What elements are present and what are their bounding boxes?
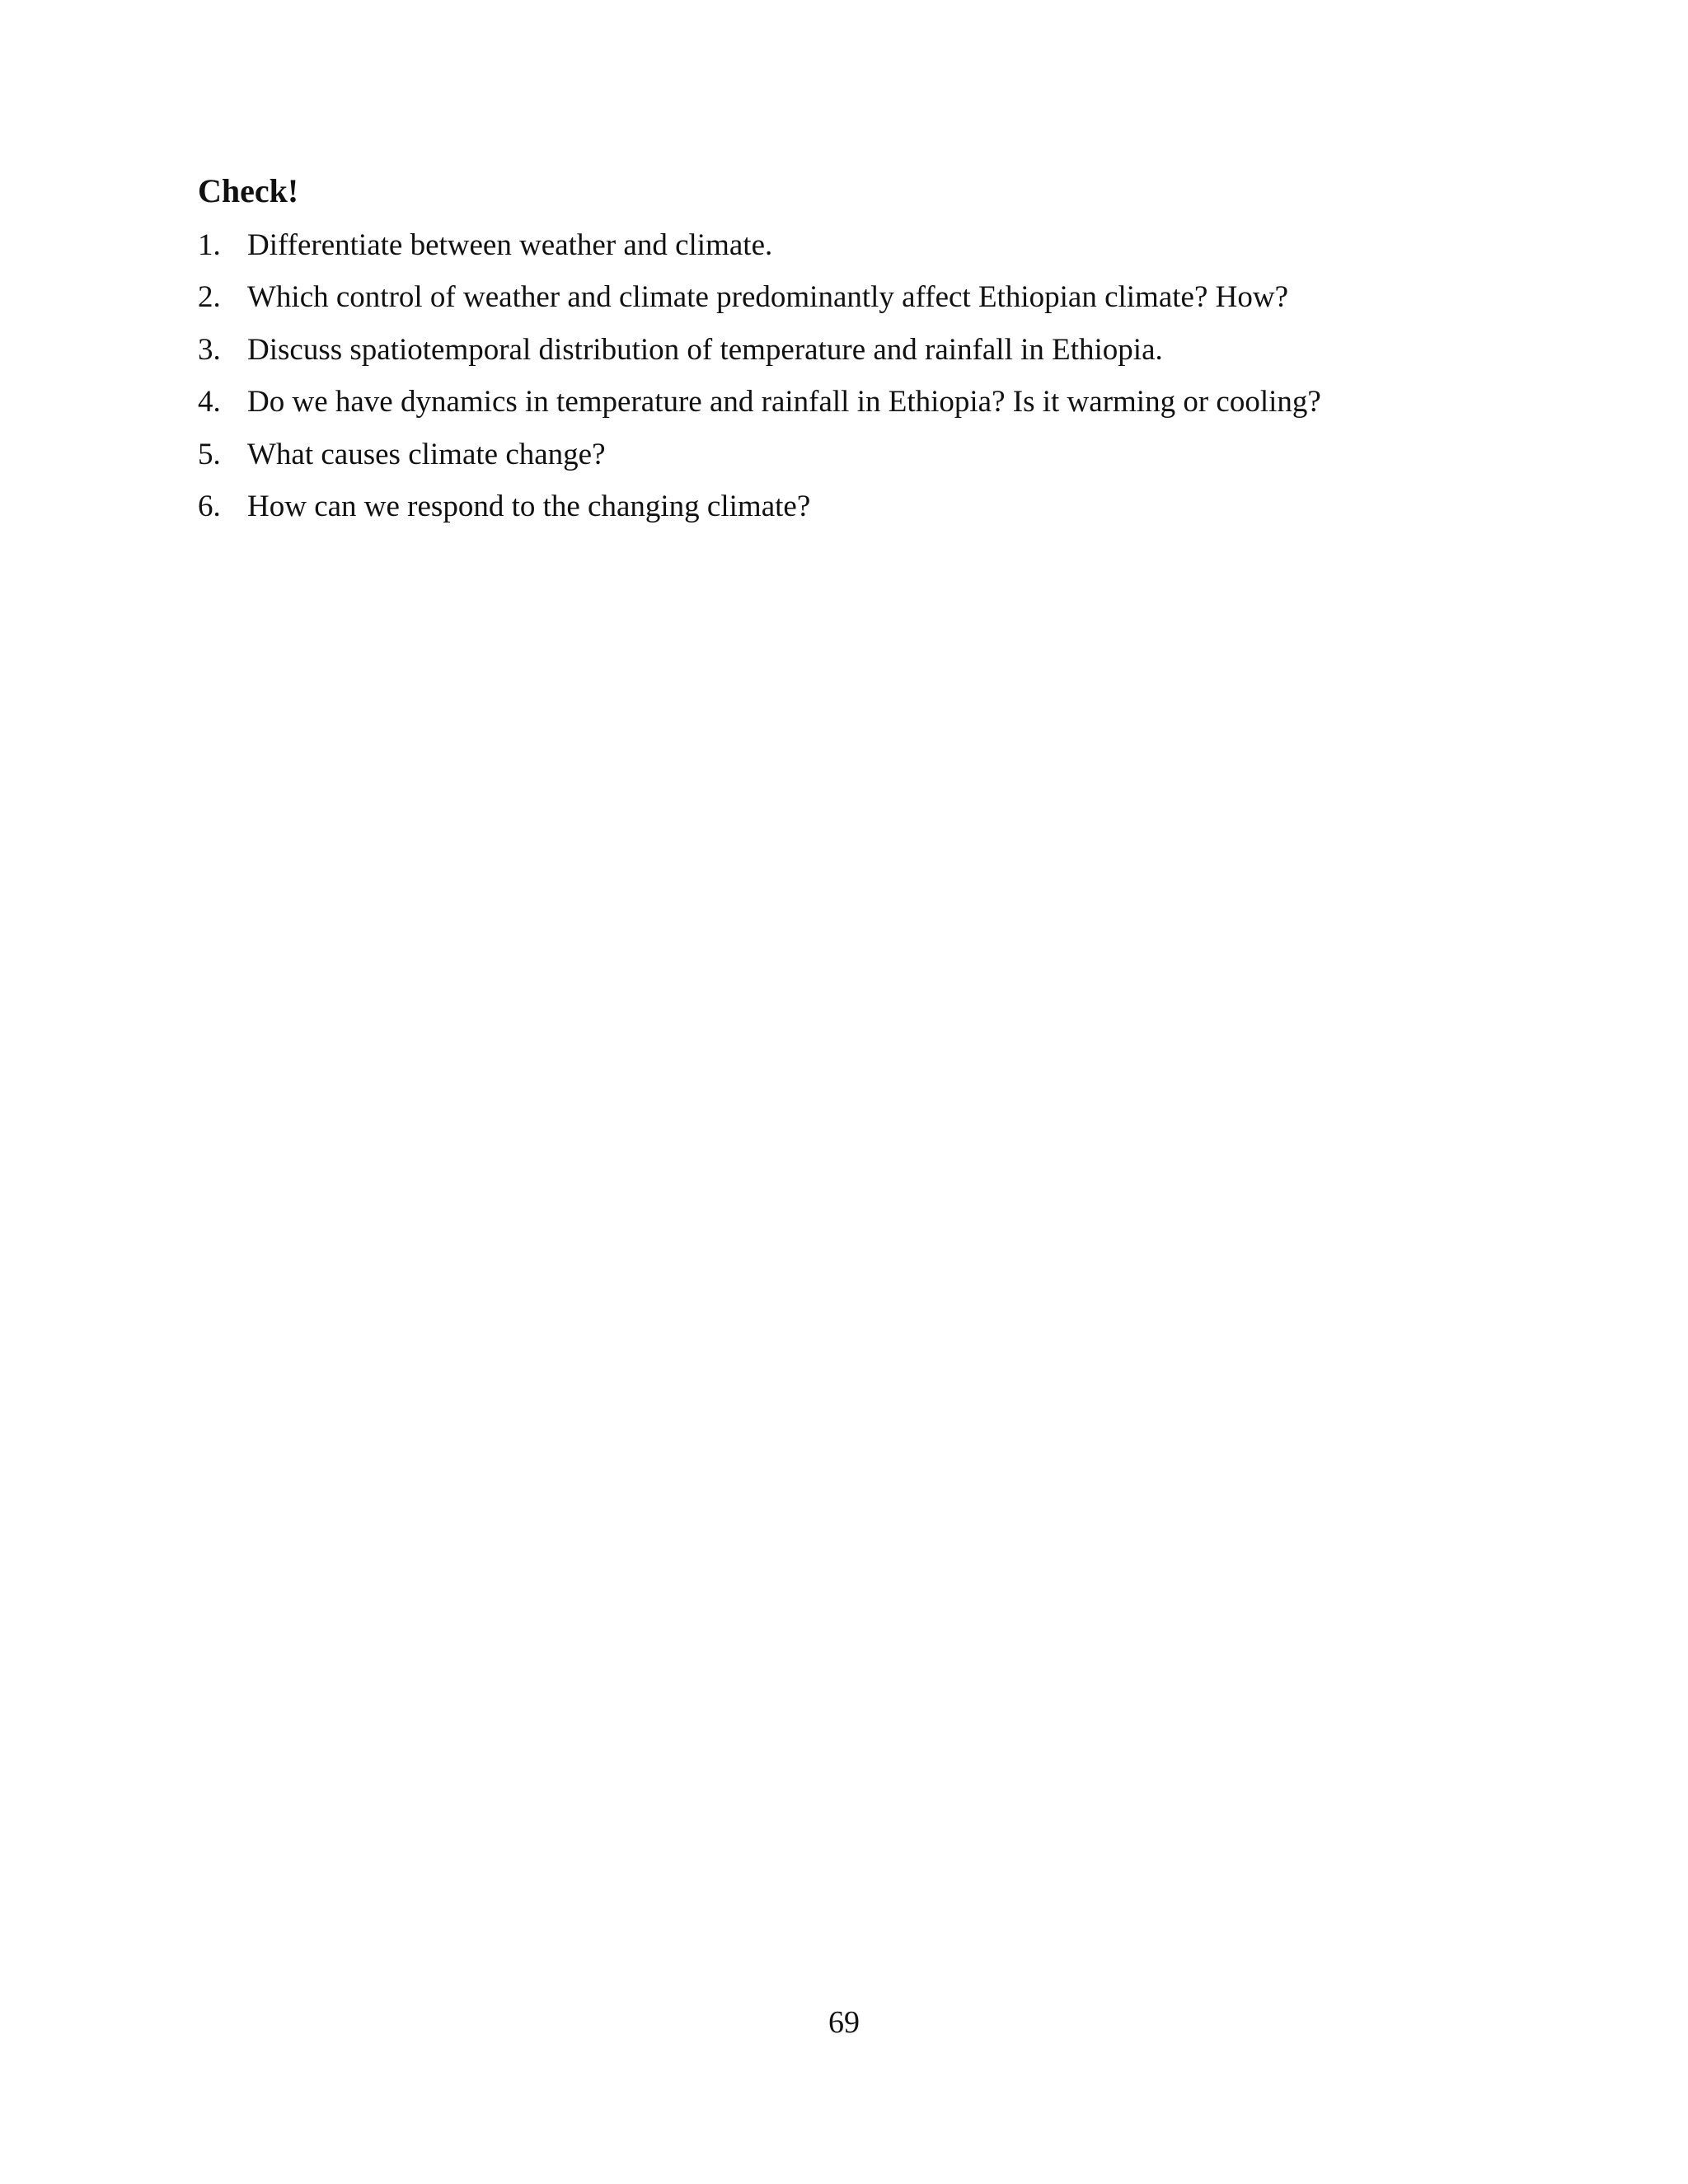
question-item bbox=[198, 329, 1321, 381]
question-item bbox=[198, 224, 1321, 276]
question-item bbox=[198, 434, 1321, 485]
question-list bbox=[198, 224, 1321, 537]
question-number: 2. bbox=[198, 280, 221, 315]
question-number: 3. bbox=[198, 332, 221, 367]
page-number: 69 bbox=[828, 2005, 860, 2040]
question-text: What causes climate change? bbox=[247, 437, 606, 471]
question-text: Differentiate between weather and climate. bbox=[247, 228, 773, 262]
question-number: 5. bbox=[198, 437, 221, 471]
question-number: 1. bbox=[198, 228, 221, 262]
question-number: 4. bbox=[198, 385, 221, 419]
section-heading: Check! bbox=[198, 172, 299, 209]
question-item bbox=[198, 485, 1321, 537]
question-number: 6. bbox=[198, 489, 221, 523]
question-text: Discuss spatiotemporal distribution of temperature and rainfall in Ethiopia. bbox=[247, 332, 1163, 367]
question-item bbox=[198, 381, 1321, 433]
question-text: How can we respond to the changing climate? bbox=[247, 489, 811, 523]
question-text: Which control of weather and climate predominantly affect Ethiopian climate? How? bbox=[247, 280, 1288, 315]
question-item bbox=[198, 276, 1321, 328]
question-text: Do we have dynamics in temperature and rainfall in Ethiopia? Is it warming or cooling? bbox=[247, 385, 1321, 419]
